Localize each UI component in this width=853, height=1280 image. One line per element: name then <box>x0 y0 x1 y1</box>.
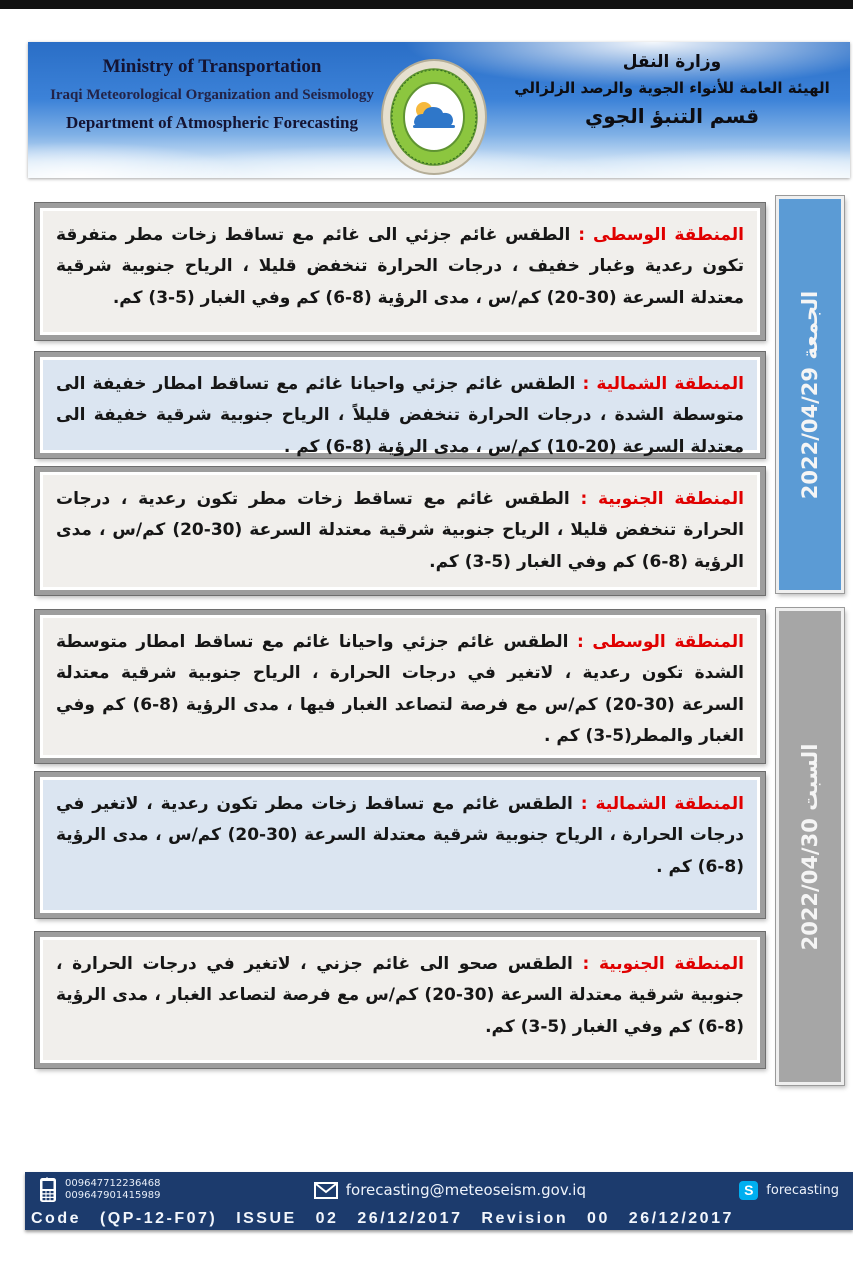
region-body: الطقس غائم مع تساقط زخات مطر تكون رعدية ، درجات الحرارة تنخفض قليلا ، الرياح جنوبية شرقية معتدلة السرعة (30-20) كم/س ، مدى الرؤية (8-6) كم وفي الغبار (5-3) كم. <box>56 489 745 572</box>
region-text <box>56 789 744 883</box>
region-title: المنطقة الشمالية : <box>575 374 744 394</box>
phone-icon <box>39 1177 57 1203</box>
email-contact-group <box>314 1181 586 1199</box>
region-title: المنطقة الوسطى : <box>570 225 744 245</box>
forecast-box-saturday-northern <box>35 772 765 918</box>
region-body: الطقس صحو الى غائم جزني ، لاتغير في درجات الحرارة ، جنوبية شرقية معتدلة السرعة (30-20) كم/س مع فرصة لتصاعد الغبار ، مدى الرؤية (8-6) كم وفي الغبار (5-3) كم. <box>56 954 744 1037</box>
ministry-arabic-block <box>512 52 832 128</box>
ministry-en-line1: Ministry of Transportation <box>102 56 322 77</box>
region-title: المنطقة الشمالية : <box>572 794 744 814</box>
footer-bar <box>25 1172 853 1230</box>
ministry-ar-line1: وزارة النقل <box>622 52 722 72</box>
region-text <box>56 220 744 314</box>
day-label-friday: الجمعة 2022/04/29 <box>798 290 822 499</box>
skype-icon: S <box>739 1181 758 1200</box>
region-text <box>56 949 744 1043</box>
region-body: الطقس غائم جزئي الى غائم مع تساقط زخات مطر متفرقة تكون رعدية وغبار خفيف ، درجات الحرارة تنخفض قليلا ، الرياح جنوبية شرقية معتدلة السرعة (30-20) كم/س ، مدى الرؤية (8-6) كم وفي الغبار (5-3) كم. <box>56 225 744 308</box>
forecast-box-saturday-central <box>35 610 765 763</box>
document-code-line: Code (QP-12-F07) ISSUE 02 26/12/2017 Revision 00 26/12/2017 <box>31 1210 734 1227</box>
phone-number-2: 009647901415989 <box>65 1190 161 1201</box>
forecast-box-friday-central <box>35 203 765 340</box>
email-text: forecasting@meteoseism.gov.iq <box>345 1181 586 1199</box>
ministry-en-line2: Iraqi Meteorological Organization and Seismology <box>50 87 374 103</box>
phone-numbers <box>65 1178 160 1203</box>
organization-logo-icon <box>380 58 488 176</box>
ministry-ar-line2: الهيئة العامة للأنواء الجوية والرصد الزلزالي <box>514 79 830 97</box>
region-body: الطقس غائم جزئي واحيانا غائم مع تساقط امطار خفيفة الى متوسطة الشدة ، درجات الحرارة تنخفض قليلاً ، الرياح جنوبية شرقية خفيفة الى معتدلة السرعة (20-10) كم/س ، مدى الرؤية (8-6) كم . <box>56 374 744 457</box>
envelope-icon <box>314 1182 338 1199</box>
forecast-box-saturday-southern <box>35 932 765 1068</box>
region-title: المنطقة الوسطى : <box>568 632 744 652</box>
phone-contact-group <box>39 1177 160 1203</box>
day-bar-saturday <box>776 608 844 1085</box>
skype-name: forecasting <box>766 1182 839 1198</box>
day-bar-friday <box>776 196 844 593</box>
region-text <box>56 369 744 463</box>
skype-contact-group <box>739 1181 839 1200</box>
header-banner <box>28 42 850 178</box>
region-body: الطقس غائم مع تساقط زخات مطر تكون رعدية ، لاتغير في درجات الحرارة ، الرياح جنوبية شرقية معتدلة السرعة (30-20) كم/س ، مدى الرؤية (8-6) كم . <box>56 794 744 877</box>
footer-contact-row <box>25 1172 853 1206</box>
forecast-box-friday-southern <box>35 467 765 595</box>
ministry-ar-line3: قسم التنبؤ الجوي <box>584 104 760 128</box>
phone-number-1: 009647712236468 <box>65 1177 161 1189</box>
ministry-english-block <box>42 56 382 133</box>
ministry-en-line3: Department of Atmospheric Forecasting <box>66 113 358 132</box>
region-body: الطقس غائم جزئي واحيانا غائم مع تساقط امطار متوسطة الشدة تكون رعدية ، لاتغير في درجات الحرارة ، الرياح جنوبية شرقية معتدلة السرعة (30-20) كم/س مع فرصة لتصاعد الغبار فيها ، مدى الرؤية (8-6) كم وفي الغبار والمطر(5-3) كم . <box>56 632 744 747</box>
day-label-saturday: السبت 2022/04/30 <box>798 743 822 950</box>
region-title: المنطقة الجنوبية : <box>572 954 744 974</box>
region-text <box>56 484 744 578</box>
region-title: المنطقة الجنوبية : <box>569 489 744 509</box>
region-text <box>56 627 744 753</box>
top-black-strip <box>0 0 853 9</box>
forecast-box-friday-northern <box>35 352 765 458</box>
